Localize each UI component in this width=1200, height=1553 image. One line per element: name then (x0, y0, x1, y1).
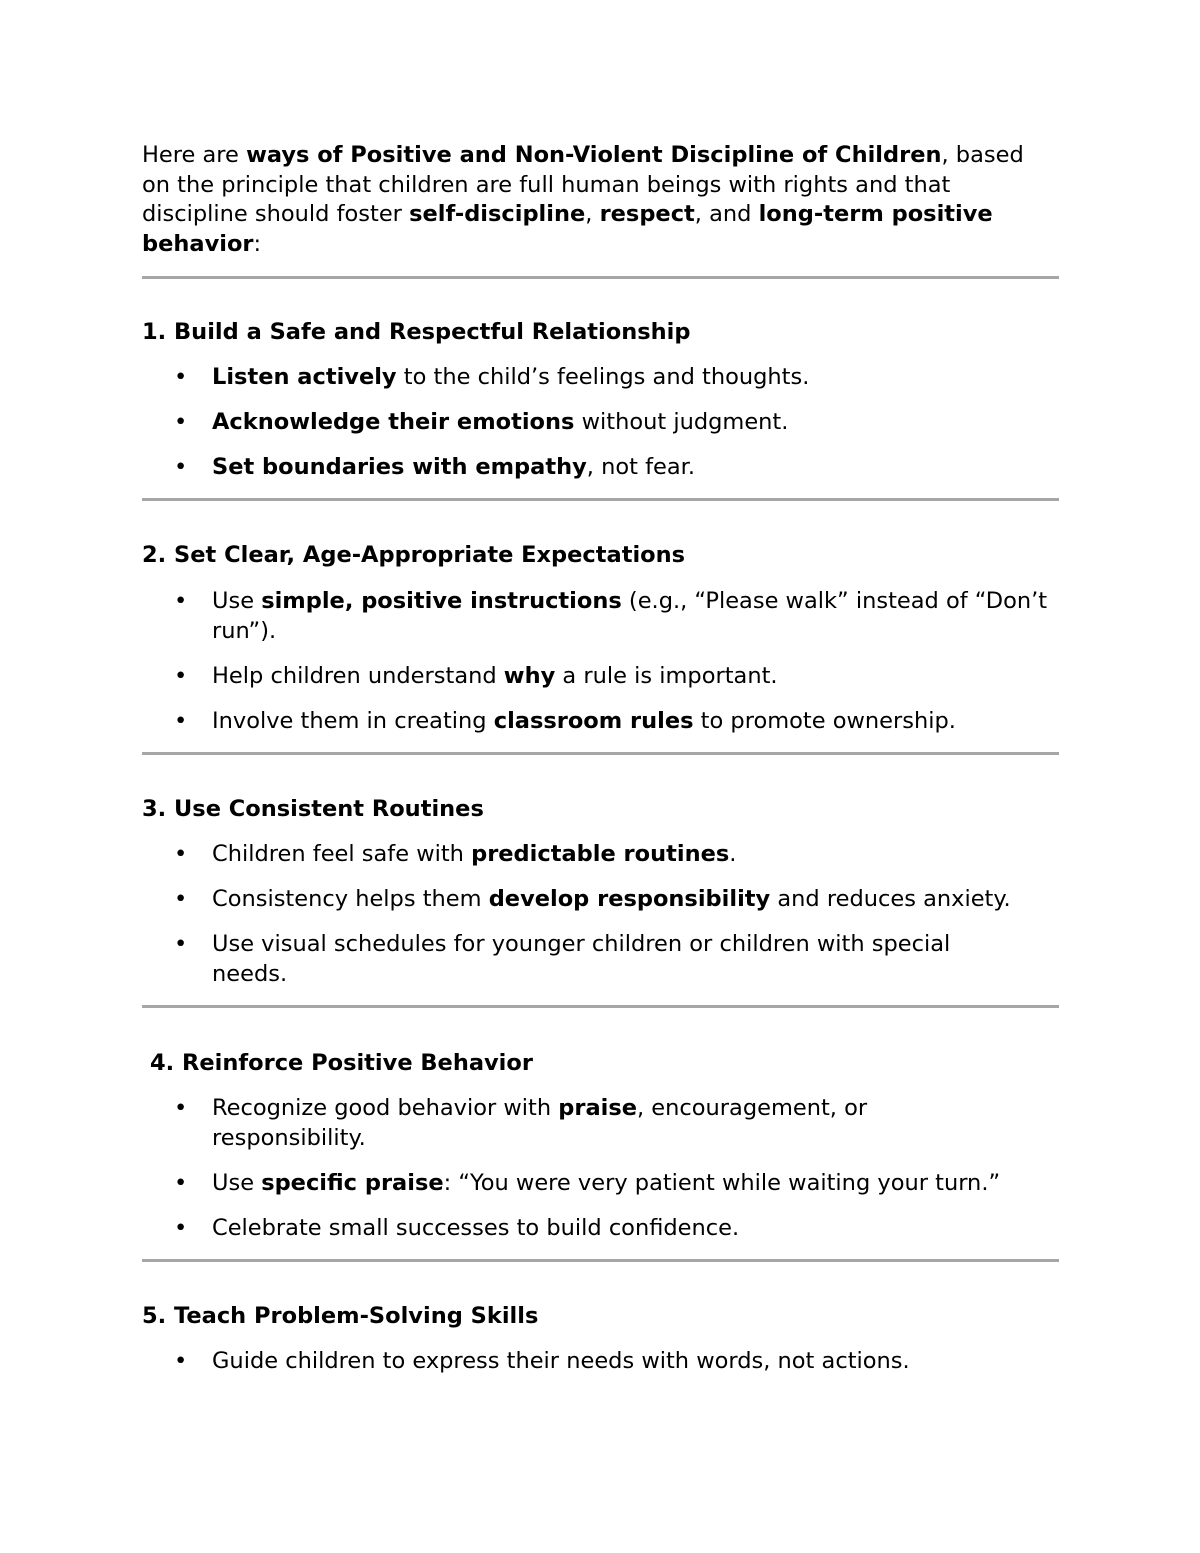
item-text: Consistency helps them (212, 886, 489, 912)
emphasis-text: why (503, 663, 556, 689)
intro-text: , and (694, 201, 759, 227)
horizontal-divider (142, 1259, 1059, 1262)
intro-text: : (253, 230, 262, 257)
intro-text: , (585, 201, 600, 227)
list-item-text (212, 1169, 1057, 1199)
bullet-icon: • (174, 1170, 188, 1196)
list-item-text (212, 1094, 912, 1153)
bullet-icon: • (174, 1215, 188, 1241)
section-heading: 5. Teach Problem-Solving Skills (142, 1303, 539, 1329)
intro-bold-text: ways of Positive and Non-Violent Discipline of Children (246, 142, 942, 168)
item-text: a rule is important. (555, 663, 778, 689)
list-item-text (212, 707, 1057, 737)
bullet-icon: • (174, 841, 188, 867)
bullet-icon: • (174, 454, 188, 480)
intro-text: Here are (142, 142, 247, 168)
item-text: (e.g., “Please walk” instead of “Don’t run”). (212, 588, 1048, 644)
item-text: to the child’s feelings and thoughts. (396, 364, 810, 390)
intro-paragraph (142, 141, 1042, 259)
list-item-text (212, 587, 1057, 646)
item-text: , encouragement, or responsibility. (212, 1095, 868, 1151)
emphasis-text: simple, positive instructions (261, 588, 622, 614)
item-text: without judgment. (574, 409, 789, 435)
emphasis-text: Listen actively (212, 364, 397, 390)
list-item-text (212, 363, 1057, 393)
section-heading: 1. Build a Safe and Respectful Relationship (142, 319, 691, 345)
bullet-icon: • (174, 588, 188, 614)
intro-bold-text: self-discipline (409, 201, 586, 227)
bullet-icon: • (174, 886, 188, 912)
horizontal-divider (142, 1005, 1059, 1008)
section-heading: 2. Set Clear, Age-Appropriate Expectations (142, 542, 686, 568)
horizontal-divider (142, 498, 1059, 501)
bullet-icon: • (174, 663, 188, 689)
horizontal-divider (142, 752, 1059, 755)
item-text: . (729, 841, 737, 867)
emphasis-text: praise (558, 1095, 637, 1121)
bullet-icon: • (174, 364, 188, 390)
list-item-text: Celebrate small successes to build confidence. (212, 1215, 740, 1241)
emphasis-text: Acknowledge their emotions (212, 409, 575, 435)
item-text: Involve them in creating (212, 708, 494, 734)
item-text: Recognize good behavior with (212, 1095, 559, 1121)
list-item-text: Use visual schedules for younger children or children with special needs. (212, 931, 951, 987)
emphasis-text: predictable routines (471, 841, 730, 867)
item-text: Use (212, 1170, 262, 1196)
bullet-icon: • (174, 931, 188, 957)
list-item-text (212, 662, 1057, 692)
item-text: to promote ownership. (693, 708, 956, 734)
list-item-text (212, 408, 1057, 438)
bullet-icon: • (174, 1095, 188, 1121)
intro-text: , based on the principle that children are full human beings with rights and that discipline should foster (142, 142, 1024, 227)
item-text: and reduces anxiety. (770, 886, 1011, 912)
item-text: Children feel safe with (212, 841, 472, 867)
emphasis-text: Set boundaries with empathy (212, 454, 587, 480)
intro-bold-text: respect (599, 201, 695, 227)
bullet-icon: • (174, 409, 188, 435)
emphasis-text: classroom rules (493, 708, 694, 734)
list-item-text: Guide children to express their needs with words, not actions. (212, 1348, 910, 1374)
list-item-text (212, 453, 1057, 483)
list-item-text (212, 885, 1057, 915)
section-heading: 3. Use Consistent Routines (142, 796, 484, 822)
intro-bold-text: long-term positive behavior (142, 201, 993, 257)
emphasis-text: develop responsibility (488, 886, 771, 912)
item-text: , not fear. (586, 454, 695, 480)
section-heading: 4. Reinforce Positive Behavior (150, 1050, 533, 1076)
bullet-icon: • (174, 708, 188, 734)
item-text: Use (212, 588, 262, 614)
item-text: : “You were very patient while waiting your turn.” (443, 1170, 1001, 1196)
emphasis-text: specific praise (261, 1170, 444, 1196)
list-item-text (212, 840, 1057, 870)
item-text: Help children understand (212, 663, 504, 689)
bullet-icon: • (174, 1348, 188, 1374)
horizontal-divider (142, 276, 1059, 279)
